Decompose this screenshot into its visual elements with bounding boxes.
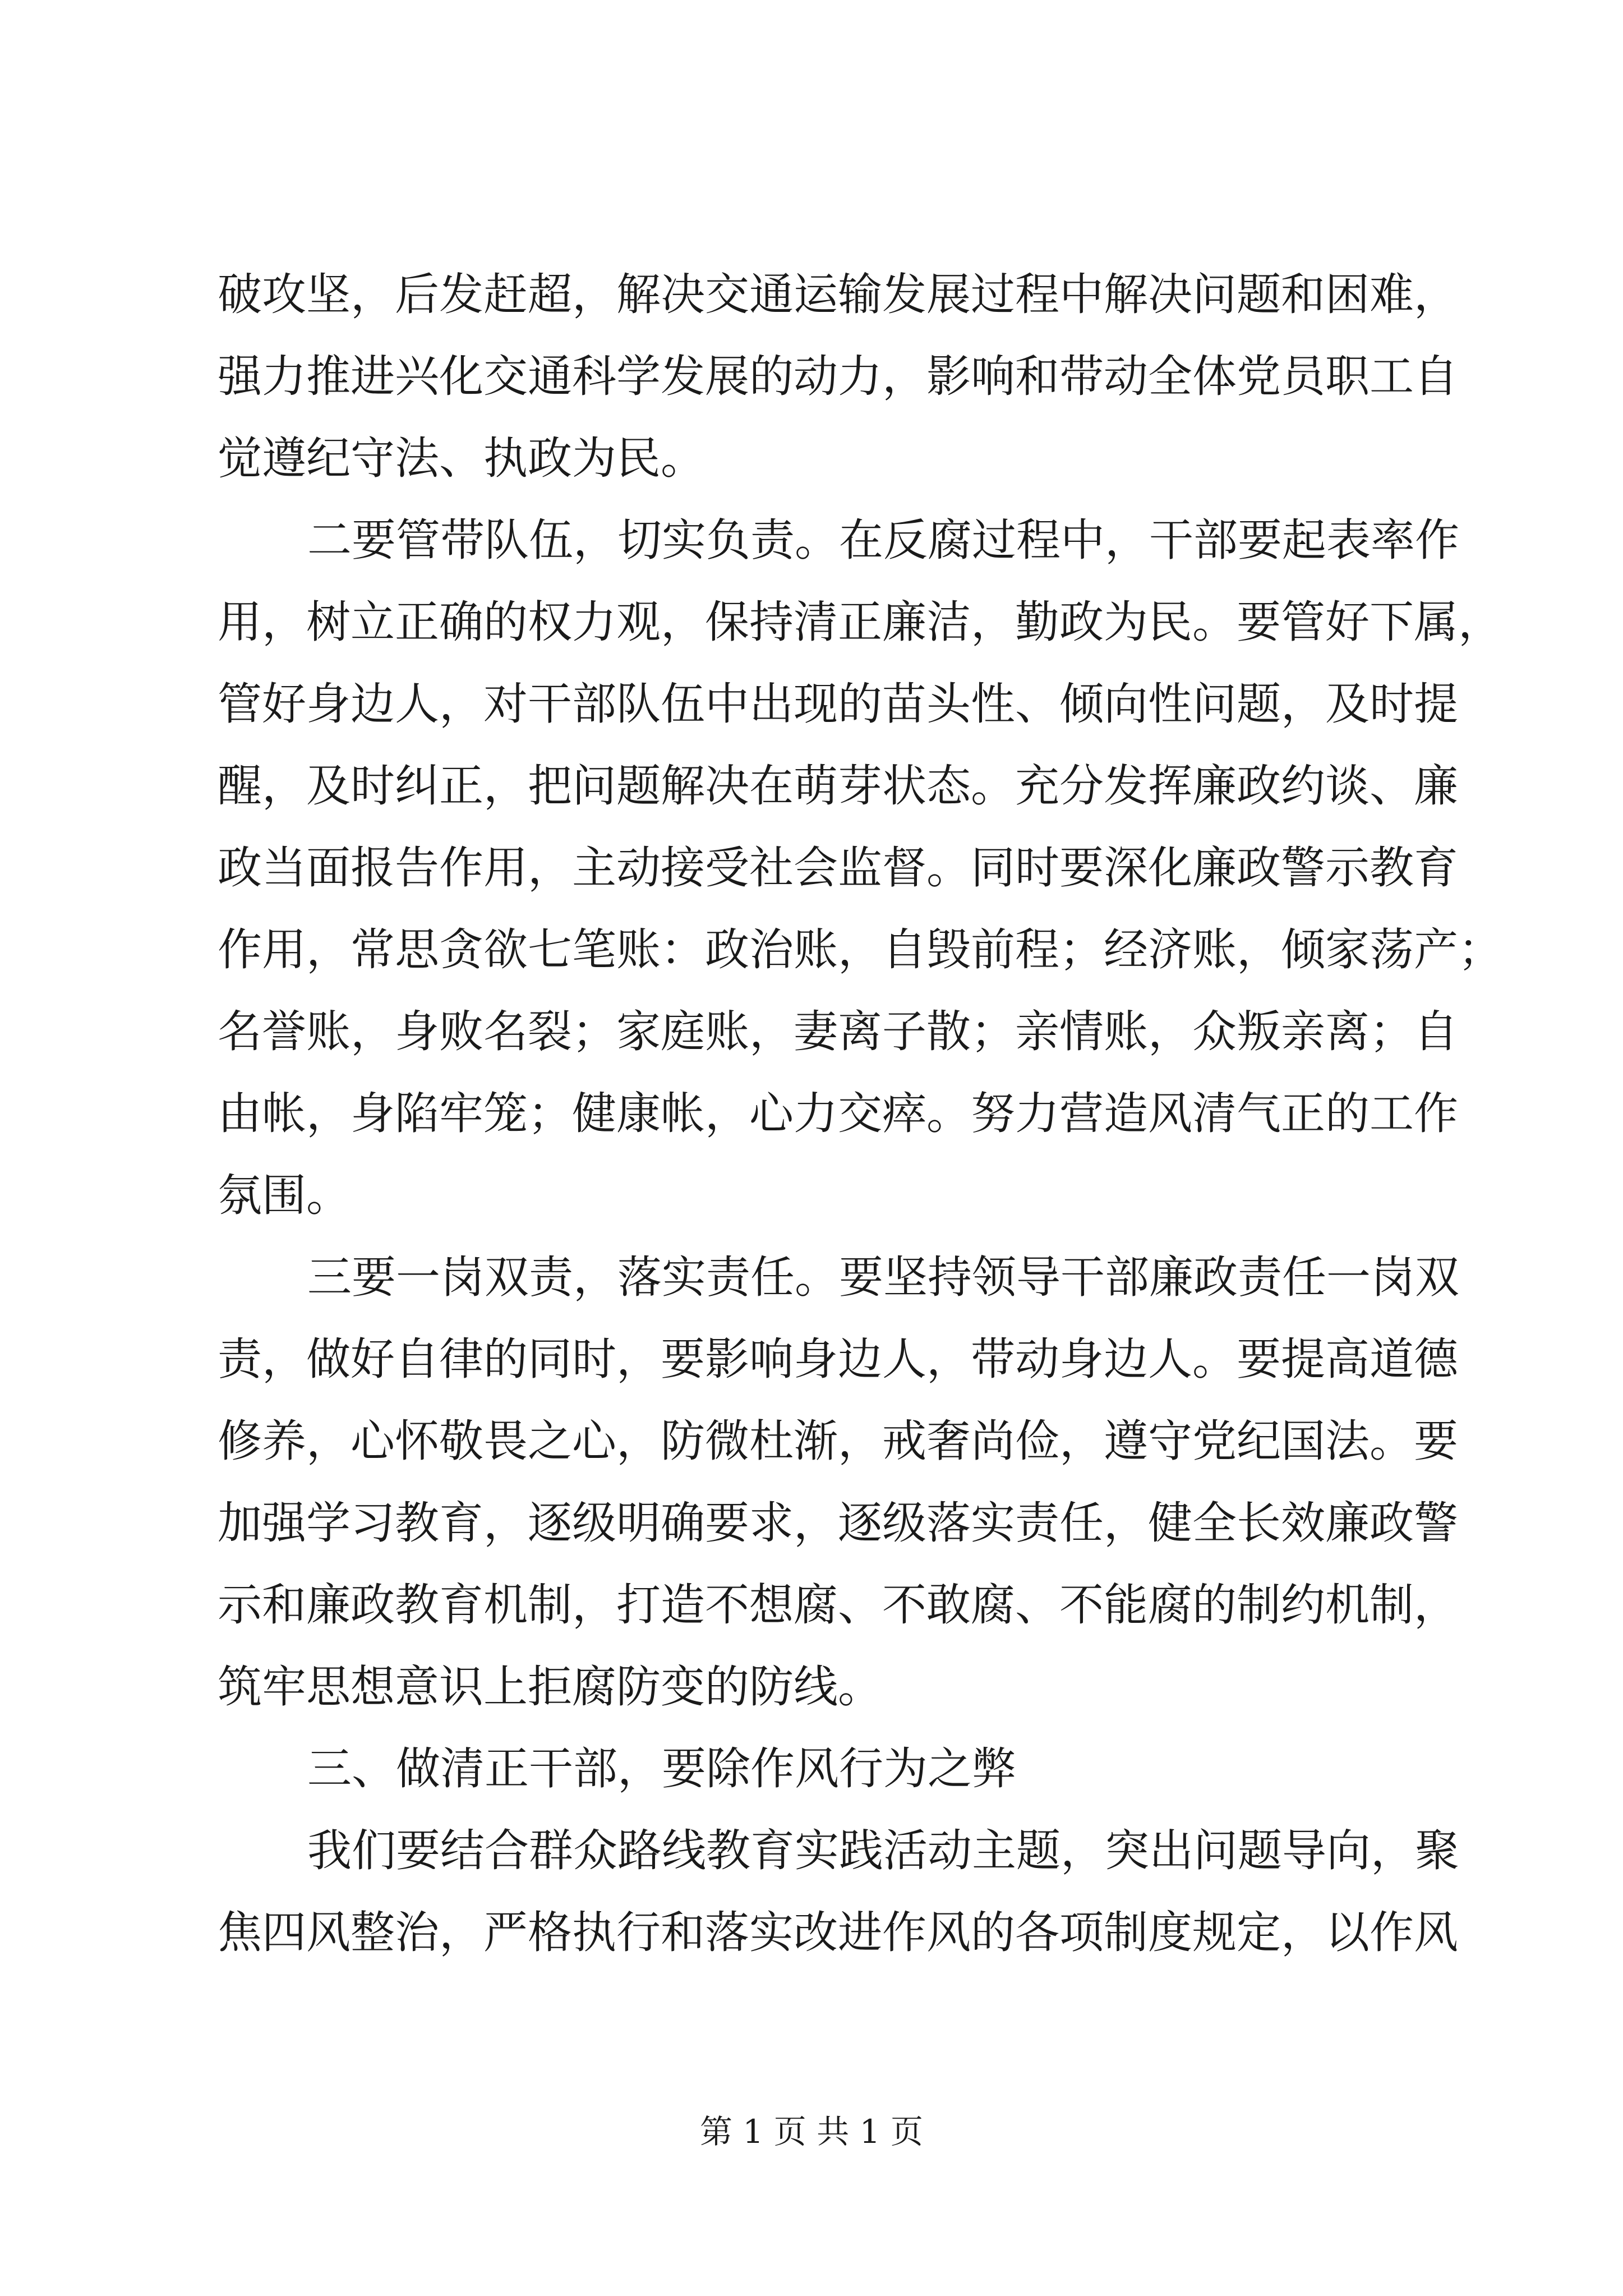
text-line: 强力推进兴化交通科学发展的动力，影响和带动全体党员职工自 bbox=[218, 351, 1458, 402]
text-line: 筑牢思想意识上拒腐防变的防线。 bbox=[218, 1661, 882, 1713]
text-line: 用，树立正确的权力观，保持清正廉洁，勤政为民。要管好下属， bbox=[218, 596, 1502, 648]
text-line: 管好身边人，对干部队伍中出现的苗头性、倾向性问题，及时提 bbox=[218, 678, 1458, 730]
text-line: 责，做好自律的同时，要影响身边人，带动身边人。要提高道德 bbox=[218, 1333, 1458, 1385]
body-text bbox=[218, 254, 1502, 1973]
text-line: 作用，常思贪欲七笔账：政治账，自毁前程；经济账，倾家荡产； bbox=[218, 924, 1502, 976]
paragraph-start-line: 二要管带队伍，切实负责。在反腐过程中，干部要起表率作 bbox=[307, 514, 1459, 566]
text-line: 觉遵纪守法、执政为民。 bbox=[218, 432, 705, 484]
text-line: 氛围。 bbox=[218, 1170, 351, 1221]
section-heading: 三、做清正干部，要除作风行为之弊 bbox=[307, 1743, 1016, 1795]
text-line: 破攻坚，后发赶超，解决交通运输发展过程中解决问题和困难， bbox=[218, 269, 1458, 320]
text-line: 加强学习教育，逐级明确要求，逐级落实责任，健全长效廉政警 bbox=[218, 1497, 1458, 1549]
text-line: 政当面报告作用，主动接受社会监督。同时要深化廉政警示教育 bbox=[218, 842, 1458, 894]
paragraph-start-line: 我们要结合群众路线教育实践活动主题，突出问题导向，聚 bbox=[307, 1825, 1459, 1876]
page-footer: 第 1 页 共 1 页 bbox=[700, 2113, 923, 2151]
text-line: 焦四风整治，严格执行和落实改进作风的各项制度规定，以作风 bbox=[218, 1907, 1458, 1958]
text-line: 由帐，身陷牢笼；健康帐，心力交瘁。努力营造风清气正的工作 bbox=[218, 1088, 1458, 1139]
text-line: 醒，及时纠正，把问题解决在萌芽状态。充分发挥廉政约谈、廉 bbox=[218, 760, 1458, 812]
text-line: 名誉账，身败名裂；家庭账，妻离子散；亲情账，众叛亲离；自 bbox=[218, 1006, 1458, 1057]
text-line: 示和廉政教育机制，打造不想腐、不敢腐、不能腐的制约机制， bbox=[218, 1579, 1458, 1631]
text-line: 修养，心怀敬畏之心，防微杜渐，戒奢尚俭，遵守党纪国法。要 bbox=[218, 1415, 1458, 1467]
paragraph-start-line: 三要一岗双责，落实责任。要坚持领导干部廉政责任一岗双 bbox=[307, 1251, 1459, 1303]
